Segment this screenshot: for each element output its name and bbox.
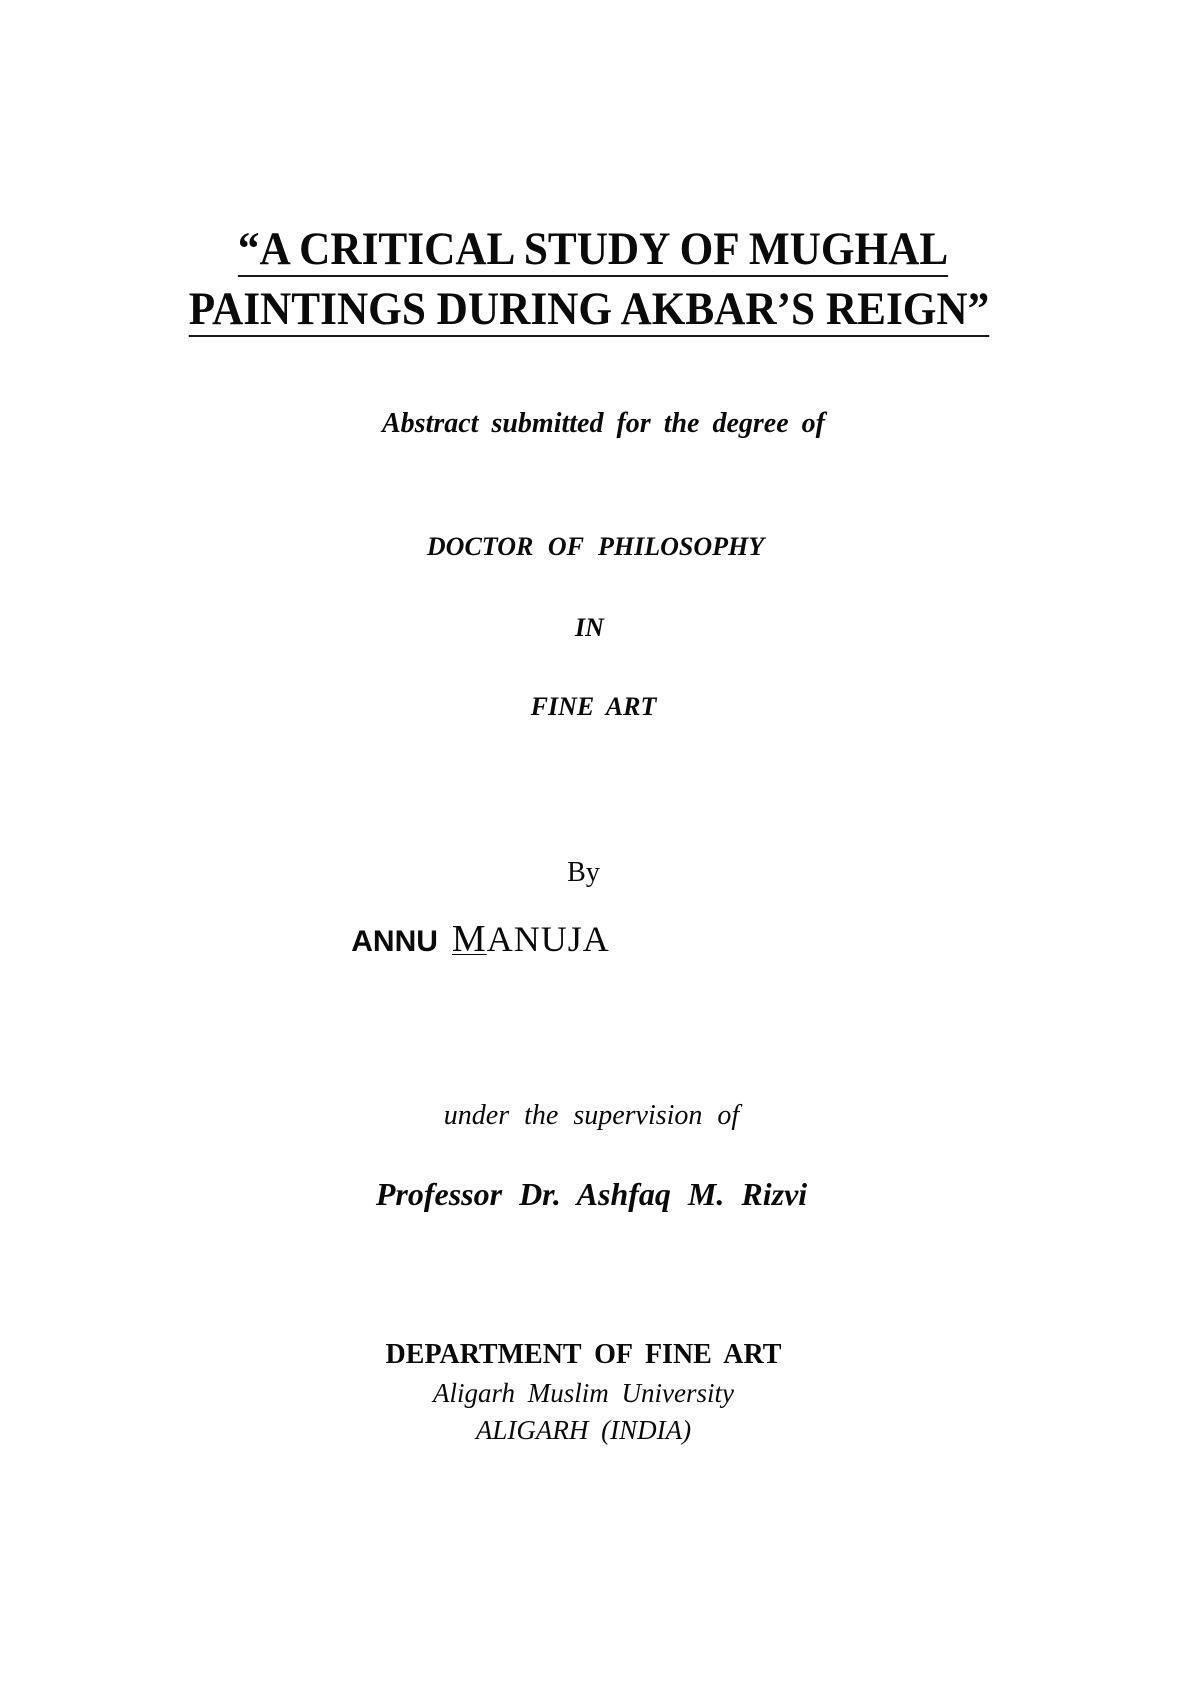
degree-connector: IN — [575, 613, 604, 642]
university-location: ALIGARH (INDIA) — [475, 1415, 692, 1445]
title-line-2 — [0, 283, 1185, 337]
degree-field: FINE ART — [530, 692, 657, 721]
title-text-1: “A CRITICAL STUDY OF MUGHAL — [238, 223, 949, 275]
university-name: Aligarh Muslim University — [433, 1378, 734, 1408]
by-label: By — [567, 857, 600, 888]
department-name: DEPARTMENT OF FINE ART — [385, 1339, 782, 1370]
author-last-name — [452, 919, 610, 959]
author-name — [0, 918, 1076, 958]
title-text-2: PAINTINGS DURING AKBAR’S REIGN” — [189, 283, 990, 335]
supervisor-name: Professor Dr. Ashfaq M. Rizvi — [375, 1176, 808, 1212]
author-last-name-rest: ANUJA — [486, 919, 610, 959]
submission-statement: Abstract submitted for the degree of — [382, 408, 825, 439]
author-last-name-initial: M — [451, 918, 487, 960]
title-line-1 — [0, 223, 1189, 277]
author-first-name: ANNU — [351, 925, 438, 958]
degree-name: DOCTOR OF PHILOSOPHY — [426, 532, 765, 561]
supervision-statement: under the supervision of — [443, 1100, 740, 1131]
